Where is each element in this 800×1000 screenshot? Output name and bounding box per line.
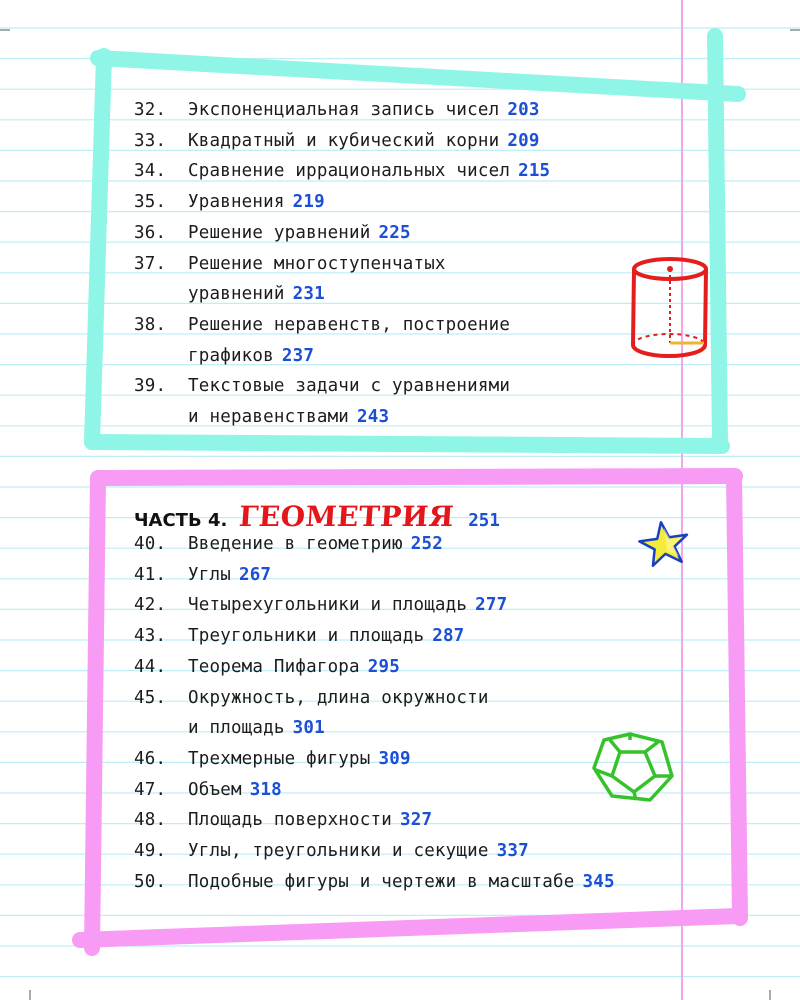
toc-entry <box>134 564 271 586</box>
entry-title: Сравнение иррациональных чисел <box>188 161 511 182</box>
entry-title: Площадь поверхности <box>188 810 392 831</box>
entry-page-number[interactable]: 231 <box>292 284 325 305</box>
entry-title: Подобные фигуры и чертежи в масштабе <box>188 871 575 892</box>
entry-page-number[interactable]: 225 <box>378 222 411 243</box>
entry-page-number[interactable]: 318 <box>249 779 282 800</box>
entry-title: Решение неравенств, построение <box>188 314 511 335</box>
entry-number: 47. <box>134 779 167 800</box>
toc-entry <box>134 594 507 616</box>
entry-number: 48. <box>134 810 167 831</box>
entry-page-number[interactable]: 327 <box>399 810 433 831</box>
entry-number: 35. <box>134 192 167 213</box>
entry-title: Введение в геометрию <box>188 534 403 554</box>
entry-page-number[interactable]: 301 <box>292 718 325 739</box>
entry-page-number[interactable]: 243 <box>357 407 390 427</box>
entry-page-number[interactable]: 219 <box>292 192 325 213</box>
entry-page-number[interactable]: 287 <box>432 626 465 647</box>
entry-page-number[interactable]: 295 <box>367 656 400 677</box>
entry-page-number[interactable]: 337 <box>496 841 529 861</box>
entry-page-number[interactable]: 209 <box>507 130 540 151</box>
part-page-number[interactable]: 251 <box>468 511 500 531</box>
entry-number: 32. <box>134 100 167 120</box>
toc-entry <box>134 687 489 709</box>
entry-title: и площадь <box>188 718 285 739</box>
toc-entry <box>188 717 325 739</box>
entry-number: 46. <box>134 748 167 769</box>
toc-entry <box>134 840 529 862</box>
entry-title: Решение многоступенчатых <box>188 253 446 274</box>
entry-number: 43. <box>134 626 167 647</box>
entry-title: уравнений <box>188 284 285 305</box>
entry-title: Квадратный и кубический корни <box>188 130 500 151</box>
entry-title: Углы <box>188 564 231 585</box>
entry-title: Решение уравнений <box>188 222 371 243</box>
entry-title: Окружность, длина окружности <box>188 687 489 708</box>
entry-number: 44. <box>134 656 167 677</box>
toc-entry <box>134 871 615 893</box>
entry-page-number[interactable]: 277 <box>475 595 508 616</box>
entry-number: 39. <box>134 376 167 397</box>
entry-number: 33. <box>134 130 167 151</box>
part-title: ГЕОМЕТРИЯ <box>238 500 456 533</box>
entry-title: графиков <box>188 345 274 366</box>
entry-number: 40. <box>134 534 167 554</box>
toc-entry <box>134 656 400 678</box>
entry-title: Треугольники и площадь <box>188 626 425 647</box>
toc-entry <box>134 533 443 555</box>
toc-entry <box>134 779 282 801</box>
toc-entry <box>134 809 432 831</box>
toc-entry <box>134 625 464 647</box>
entry-number: 49. <box>134 841 167 861</box>
entry-title: Уравнения <box>188 192 285 213</box>
entry-number: 36. <box>134 222 167 243</box>
entry-page-number[interactable]: 237 <box>281 345 315 366</box>
entry-number: 45. <box>134 687 167 708</box>
entry-number: 38. <box>134 314 167 335</box>
entry-page-number[interactable]: 309 <box>378 748 411 769</box>
entry-title: Экспоненциальная запись чисел <box>188 100 500 120</box>
entry-page-number[interactable]: 267 <box>238 564 272 585</box>
entry-title: Текстовые задачи с уравнениями <box>188 376 511 397</box>
entry-page-number[interactable]: 203 <box>507 100 540 120</box>
entry-title: Четырехугольники и площадь <box>188 595 468 616</box>
entry-page-number[interactable]: 252 <box>410 534 443 554</box>
entry-number: 42. <box>134 595 167 616</box>
entry-title: и неравенствами <box>188 407 350 427</box>
entry-page-number[interactable]: 215 <box>518 161 551 182</box>
toc-entry <box>134 748 411 770</box>
entry-number: 50. <box>134 871 167 892</box>
part-label: ЧАСТЬ 4. <box>134 510 228 531</box>
entry-number: 34. <box>134 161 167 182</box>
entry-title: Объем <box>188 779 242 800</box>
entry-number: 41. <box>134 564 167 585</box>
entry-title: Теорема Пифагора <box>188 656 360 677</box>
entry-title: Трехмерные фигуры <box>188 748 371 769</box>
entry-title: Углы, треугольники и секущие <box>188 841 489 861</box>
part-heading <box>134 500 500 533</box>
entry-number: 37. <box>134 253 167 274</box>
entry-page-number[interactable]: 345 <box>582 871 615 892</box>
